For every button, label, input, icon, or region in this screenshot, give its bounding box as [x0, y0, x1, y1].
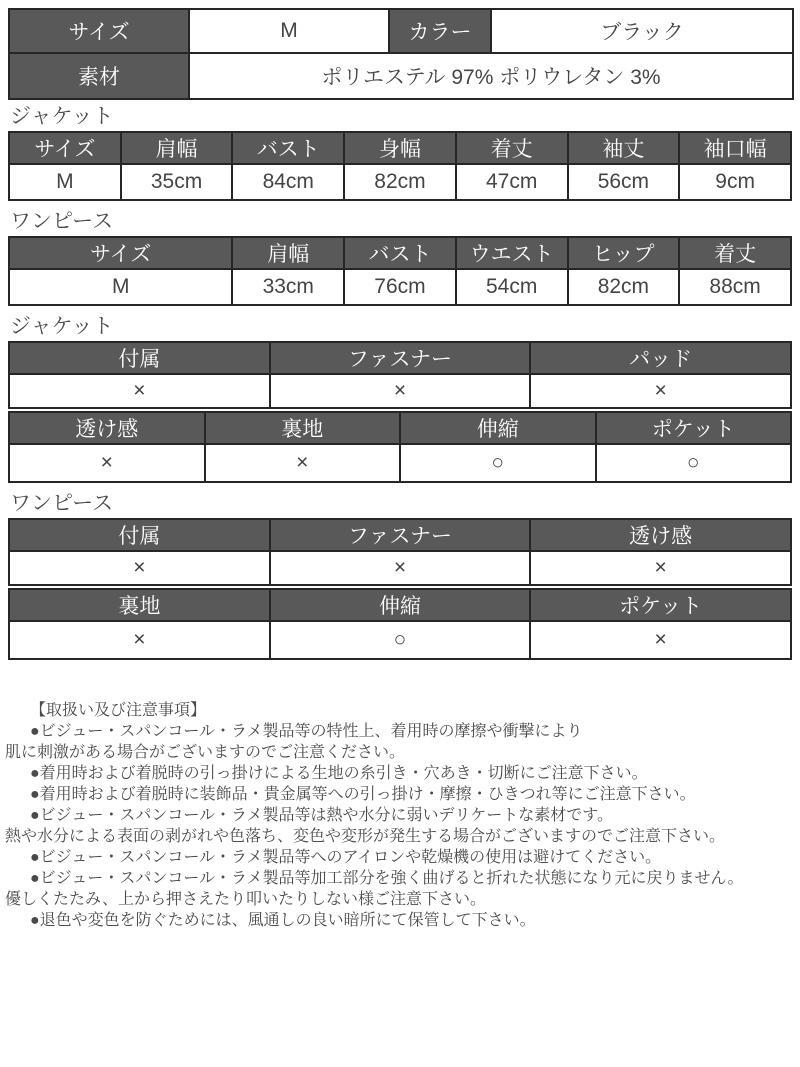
table-row — [9, 269, 791, 305]
feature-mark-cell: × — [9, 444, 205, 482]
header-cell: 付属 — [9, 342, 270, 374]
header-cell: ウエスト — [456, 237, 568, 269]
jacket-size-section-label: ジャケット — [10, 105, 114, 128]
jacket-features-table-1 — [8, 341, 792, 409]
value-cell: M — [9, 269, 232, 305]
table-row — [9, 9, 793, 53]
header-cell: 身幅 — [344, 132, 456, 164]
header-cell: 透け感 — [9, 412, 205, 444]
care-note-line: ●ビジュー・スパンコール・ラメ製品等は熱や水分に弱いデリケートな素材です。 — [30, 807, 613, 824]
header-cell: 着丈 — [456, 132, 568, 164]
feature-mark-cell: ○ — [400, 444, 596, 482]
table-row — [9, 237, 791, 269]
value-cell: 9cm — [679, 164, 791, 200]
material-value-cell: ポリエステル 97% ポリウレタン 3% — [189, 53, 793, 99]
header-cell: サイズ — [9, 237, 232, 269]
value-cell: 47cm — [456, 164, 568, 200]
feature-mark-cell: × — [270, 374, 531, 408]
feature-mark-cell: × — [270, 551, 531, 585]
header-cell: 伸縮 — [400, 412, 596, 444]
header-cell: 袖丈 — [568, 132, 680, 164]
table-row — [9, 621, 791, 659]
header-cell: ファスナー — [270, 519, 531, 551]
feature-mark-cell: ○ — [270, 621, 531, 659]
table-row — [9, 53, 793, 99]
care-notes — [5, 700, 792, 931]
header-cell: 裏地 — [9, 589, 270, 621]
header-cell: 透け感 — [530, 519, 791, 551]
header-cell: ファスナー — [270, 342, 531, 374]
table-row — [9, 589, 791, 621]
size-header-cell: サイズ — [9, 9, 189, 53]
table-row — [9, 342, 791, 374]
header-cell: ポケット — [596, 412, 792, 444]
onepiece-features-table-1 — [8, 518, 792, 586]
table-row — [9, 412, 791, 444]
header-cell: サイズ — [9, 132, 121, 164]
header-cell: バスト — [344, 237, 456, 269]
value-cell: 33cm — [232, 269, 344, 305]
care-note-line: ●退色や変色を防ぐためには、風通しの良い暗所にて保管して下さい。 — [30, 912, 536, 929]
value-cell: M — [9, 164, 121, 200]
care-note-line: ●着用時および着脱時に装飾品・貴金属等への引っ掛け・摩擦・ひきつれ等にご注意下さい。 — [30, 786, 696, 803]
header-cell: パッド — [530, 342, 791, 374]
value-cell: 76cm — [344, 269, 456, 305]
care-note-line: 肌に刺激がある場合がございますのでご注意ください。 — [5, 744, 406, 761]
value-cell: 82cm — [344, 164, 456, 200]
care-note-line: ●ビジュー・スパンコール・ラメ製品等加工部分を強く曲げると折れた状態になり元に戻りません。 — [30, 870, 744, 887]
care-note-line: ●ビジュー・スパンコール・ラメ製品等へのアイロンや乾燥機の使用は避けてください。 — [30, 849, 662, 866]
care-note-line: 熱や水分による表面の剥がれや色落ち、変色や変形が発生する場合がございますのでご注意下さい。 — [5, 828, 726, 845]
header-cell: ヒップ — [568, 237, 680, 269]
feature-mark-cell: × — [9, 551, 270, 585]
feature-mark-cell: × — [530, 374, 791, 408]
table-row — [9, 551, 791, 585]
jacket-features-section-label: ジャケット — [10, 315, 114, 338]
care-note-line: ●着用時および着脱時の引っ掛けによる生地の糸引き・穴あき・切断にご注意下さい。 — [30, 765, 648, 782]
feature-mark-cell: ○ — [596, 444, 792, 482]
feature-mark-cell: × — [530, 621, 791, 659]
onepiece-size-section-label: ワンピース — [10, 210, 114, 233]
material-header-cell: 素材 — [9, 53, 189, 99]
feature-mark-cell: × — [9, 374, 270, 408]
header-cell: バスト — [232, 132, 344, 164]
header-cell: 袖口幅 — [679, 132, 791, 164]
value-cell: 35cm — [121, 164, 233, 200]
header-cell: 肩幅 — [232, 237, 344, 269]
value-cell: 88cm — [679, 269, 791, 305]
product-spec-table — [8, 8, 794, 100]
value-cell: 84cm — [232, 164, 344, 200]
size-value-cell: M — [189, 9, 389, 53]
care-note-line: ●ビジュー・スパンコール・ラメ製品等の特性上、着用時の摩擦や衝撃により — [30, 723, 583, 740]
value-cell: 56cm — [568, 164, 680, 200]
onepiece-features-section-label: ワンピース — [10, 492, 114, 515]
care-note-line: 優しくたたみ、上から押さえたり叩いたりしない様ご注意下さい。 — [5, 891, 486, 908]
table-row — [9, 164, 791, 200]
header-cell: 肩幅 — [121, 132, 233, 164]
value-cell: 54cm — [456, 269, 568, 305]
header-cell: 伸縮 — [270, 589, 531, 621]
color-value-cell: ブラック — [491, 9, 793, 53]
table-row — [9, 132, 791, 164]
header-cell: 付属 — [9, 519, 270, 551]
onepiece-size-table — [8, 236, 792, 306]
jacket-features-table-2 — [8, 411, 792, 483]
care-notes-title: 【取扱い及び注意事項】 — [30, 702, 207, 719]
feature-mark-cell: × — [205, 444, 401, 482]
onepiece-features-table-2 — [8, 588, 792, 660]
value-cell: 82cm — [568, 269, 680, 305]
feature-mark-cell: × — [530, 551, 791, 585]
table-row — [9, 374, 791, 408]
header-cell: ポケット — [530, 589, 791, 621]
color-header-cell: カラー — [389, 9, 491, 53]
table-row — [9, 444, 791, 482]
jacket-size-table — [8, 131, 792, 201]
header-cell: 着丈 — [679, 237, 791, 269]
header-cell: 裏地 — [205, 412, 401, 444]
feature-mark-cell: × — [9, 621, 270, 659]
table-row — [9, 519, 791, 551]
